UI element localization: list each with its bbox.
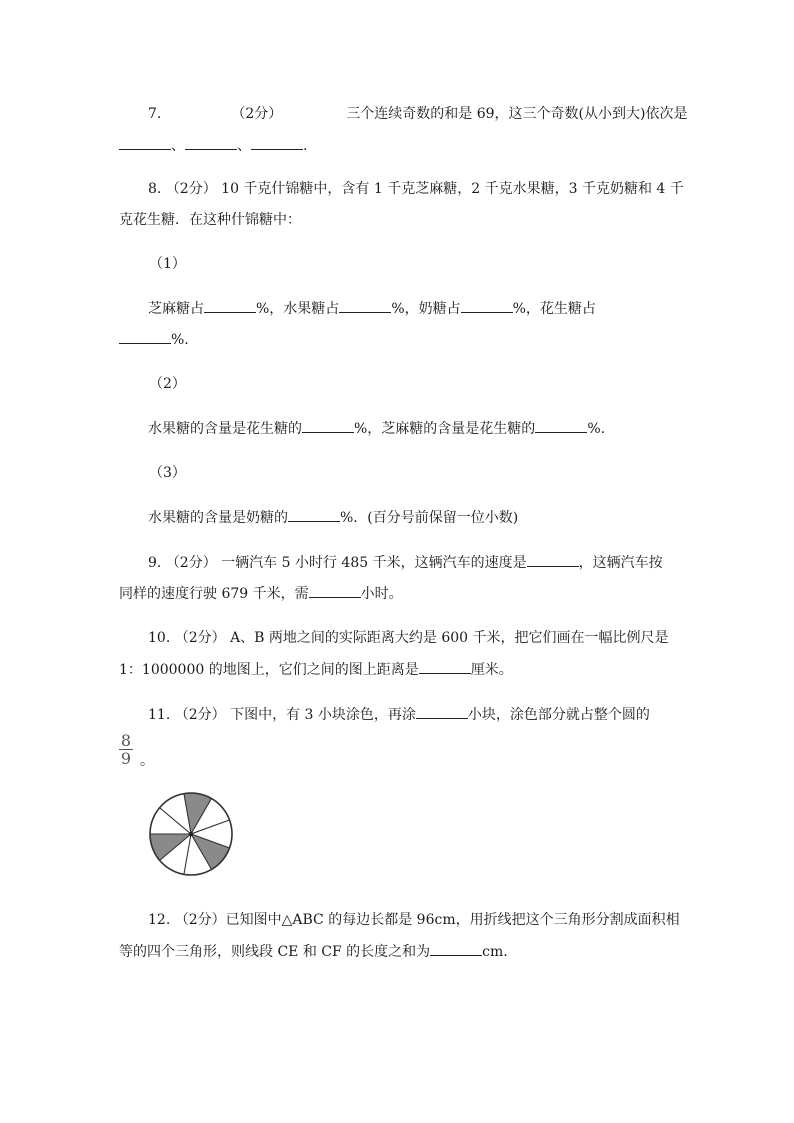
q8-p3-text-b: %．(百分号前保留一位小数) xyxy=(340,510,519,526)
q8-p2-text-a: 水果糖的含量是花生糖的 xyxy=(148,421,302,437)
q8-part1-line1 xyxy=(148,299,596,318)
q10-text-b: 1：1000000 的地图上，它们之间的图上距离是 xyxy=(119,662,419,678)
q8-p1-blank-2[interactable] xyxy=(339,299,391,313)
q11-line1 xyxy=(148,705,650,724)
q8-line2: 克花生糖．在这种什锦糖中： xyxy=(119,212,301,228)
q8-p2-blank-1[interactable] xyxy=(302,419,354,433)
q8-p2-blank-2[interactable] xyxy=(535,419,587,433)
q11-text-b: 小块，涂色部分就占整个圆的 xyxy=(467,707,650,723)
q10-line1: 10. （2分） A、B 两地之间的实际距离大约是 600 千米，把它们画在一幅比例尺是 xyxy=(148,630,669,646)
q9-blank-1[interactable] xyxy=(527,553,579,567)
q7-text: 三个连续奇数的和是 69，这三个奇数(从小到大)依次是 xyxy=(346,106,688,122)
q11-text-a: 11. （2分） 下图中，有 3 小块涂色，再涂 xyxy=(148,707,416,723)
q8-p1-blank-4[interactable] xyxy=(119,330,171,344)
q7-score: （2分） xyxy=(231,106,283,122)
q11-after-fraction: 。 xyxy=(140,753,154,769)
q9-text-c: 同样的速度行驶 679 千米，需 xyxy=(119,586,309,602)
q11-fraction-numerator: 8 xyxy=(120,731,132,750)
q11-pie-figure xyxy=(146,789,236,879)
q9-text-a: 9. （2分） 一辆汽车 5 小时行 485 千米，这辆汽车的速度是 xyxy=(148,555,527,571)
q7-blank-1[interactable] xyxy=(119,136,171,150)
q8-p1-text-d: %，花生糖占 xyxy=(512,301,596,317)
q7-end: . xyxy=(303,138,308,154)
q8-part1-label: （1） xyxy=(149,256,186,272)
q10-blank-1[interactable] xyxy=(419,660,471,674)
q8-part2-label: （2） xyxy=(149,376,186,392)
q8-p2-text-b: %，芝麻糖的含量是花生糖的 xyxy=(354,421,536,437)
q9-line2 xyxy=(119,584,403,603)
q11-fraction-denominator: 9 xyxy=(120,749,132,768)
q8-p1-text-e: %. xyxy=(171,332,189,348)
q12-text-b: 等的四个三角形，则线段 CE 和 CF 的长度之和为 xyxy=(119,944,431,960)
q8-p2-text-c: %. xyxy=(587,421,606,437)
q8-p1-text-c: %，奶糖占 xyxy=(391,301,461,317)
q12-line1: 12. （2分）已知图中△ABC 的每边长都是 96cm，用折线把这个三角形分割成面积相 xyxy=(148,912,680,928)
q9-text-d: 小时。 xyxy=(360,586,403,602)
q8-p3-text-a: 水果糖的含量是奶糖的 xyxy=(148,510,288,526)
q10-line2 xyxy=(119,660,513,679)
q9-text-b: ，这辆汽车按 xyxy=(578,555,663,571)
q11-fraction xyxy=(119,733,133,766)
q10-text-c: 厘米。 xyxy=(470,662,513,678)
q8-part3-label: （3） xyxy=(149,465,186,481)
q7-blank-3[interactable] xyxy=(251,136,303,150)
pie-center-dot xyxy=(189,832,193,836)
q9-line1 xyxy=(148,553,663,572)
q8-part2-line xyxy=(148,419,605,438)
q8-line1: 8. （2分） 10 千克什锦糖中，含有 1 千克芝麻糖，2 千克水果糖，3 千克奶糖和 4 千 xyxy=(148,181,684,197)
q11-blank-1[interactable] xyxy=(416,705,468,719)
q8-p1-text-a: 芝麻糖占 xyxy=(148,301,204,317)
q7-blank-2[interactable] xyxy=(185,136,237,150)
q12-line2 xyxy=(119,942,508,961)
q7-separator: 、 xyxy=(171,138,185,154)
q8-p1-blank-1[interactable] xyxy=(204,299,256,313)
q7-line1 xyxy=(148,105,687,123)
q9-blank-2[interactable] xyxy=(309,584,361,598)
q12-blank-1[interactable] xyxy=(430,942,482,956)
q7-separator: 、 xyxy=(237,138,251,154)
q7-line2 xyxy=(119,136,307,155)
q8-p1-text-b: %，水果糖占 xyxy=(256,301,340,317)
q12-text-c: cm. xyxy=(482,944,508,960)
q8-p1-blank-3[interactable] xyxy=(461,299,513,313)
q8-part3-line xyxy=(148,508,518,527)
q8-p3-blank-1[interactable] xyxy=(288,508,340,522)
q7-number: 7. xyxy=(148,106,162,122)
q8-part1-line2 xyxy=(119,330,189,349)
